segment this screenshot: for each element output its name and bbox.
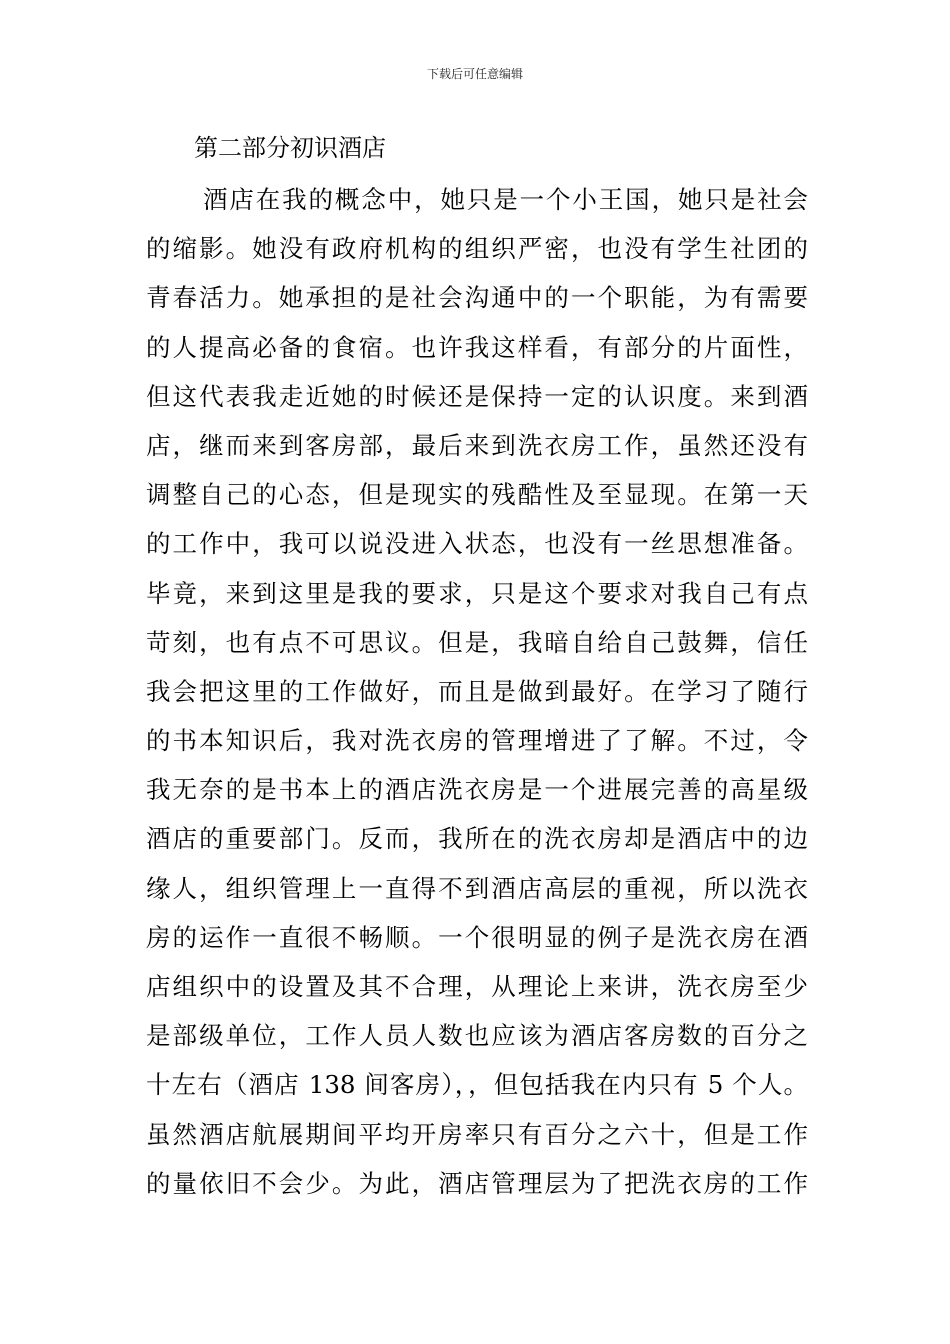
body-paragraph <box>146 175 808 1208</box>
body-line: 的书本知识后，我对洗衣房的管理增进了了解。不过，令 <box>146 726 808 756</box>
body-line: 青春活力。她承担的是社会沟通中的一个职能，为有需要 <box>146 283 808 313</box>
body-line: 是部级单位，工作人员人数也应该为酒店客房数的百分之 <box>146 1021 808 1051</box>
body-line: 十左右（酒店 138 间客房），，但包括我在内只有 5 个人。 <box>146 1070 808 1100</box>
body-line: 的工作中，我可以说没进入状态，也没有一丝思想准备。 <box>146 529 808 559</box>
body-line: 的量依旧不会少。为此，酒店管理层为了把洗衣房的工作 <box>146 1168 808 1198</box>
body-line: 但这代表我走近她的时候还是保持一定的认识度。来到酒 <box>146 381 808 411</box>
page-header-note: 下载后可任意编辑 <box>426 67 523 81</box>
body-line: 缘人，组织管理上一直得不到酒店高层的重视，所以洗衣 <box>146 873 808 903</box>
body-line: 酒店的重要部门。反而，我所在的洗衣房却是酒店中的边 <box>146 824 808 854</box>
body-line: 店，继而来到客房部，最后来到洗衣房工作，虽然还没有 <box>146 430 808 460</box>
body-line: 我会把这里的工作做好，而且是做到最好。在学习了随行 <box>146 676 808 706</box>
body-line: 的缩影。她没有政府机构的组织严密，也没有学生社团的 <box>146 234 808 264</box>
body-line: 我无奈的是书本上的酒店洗衣房是一个进展完善的高星级 <box>146 775 808 805</box>
body-line: 毕竟，来到这里是我的要求，只是这个要求对我自己有点 <box>146 578 808 608</box>
body-line: 的人提高必备的食宿。也许我这样看，有部分的片面性， <box>146 332 808 362</box>
section-title: 第二部分初识酒店 <box>194 134 386 162</box>
body-line: 店组织中的设置及其不合理，从理论上来讲，洗衣房至少 <box>146 972 808 1001</box>
body-line: 苛刻，也有点不可思议。但是，我暗自给自己鼓舞，信任 <box>146 627 808 657</box>
body-line: 虽然酒店航展期间平均开房率只有百分之六十，但是工作 <box>146 1119 808 1149</box>
body-line: 房的运作一直很不畅顺。一个很明显的例子是洗衣房在酒 <box>146 922 808 952</box>
body-line: 调整自己的心态，但是现实的残酷性及至显现。在第一天 <box>146 480 808 510</box>
body-line: 酒店在我的概念中，她只是一个小王国，她只是社会 <box>203 185 808 214</box>
